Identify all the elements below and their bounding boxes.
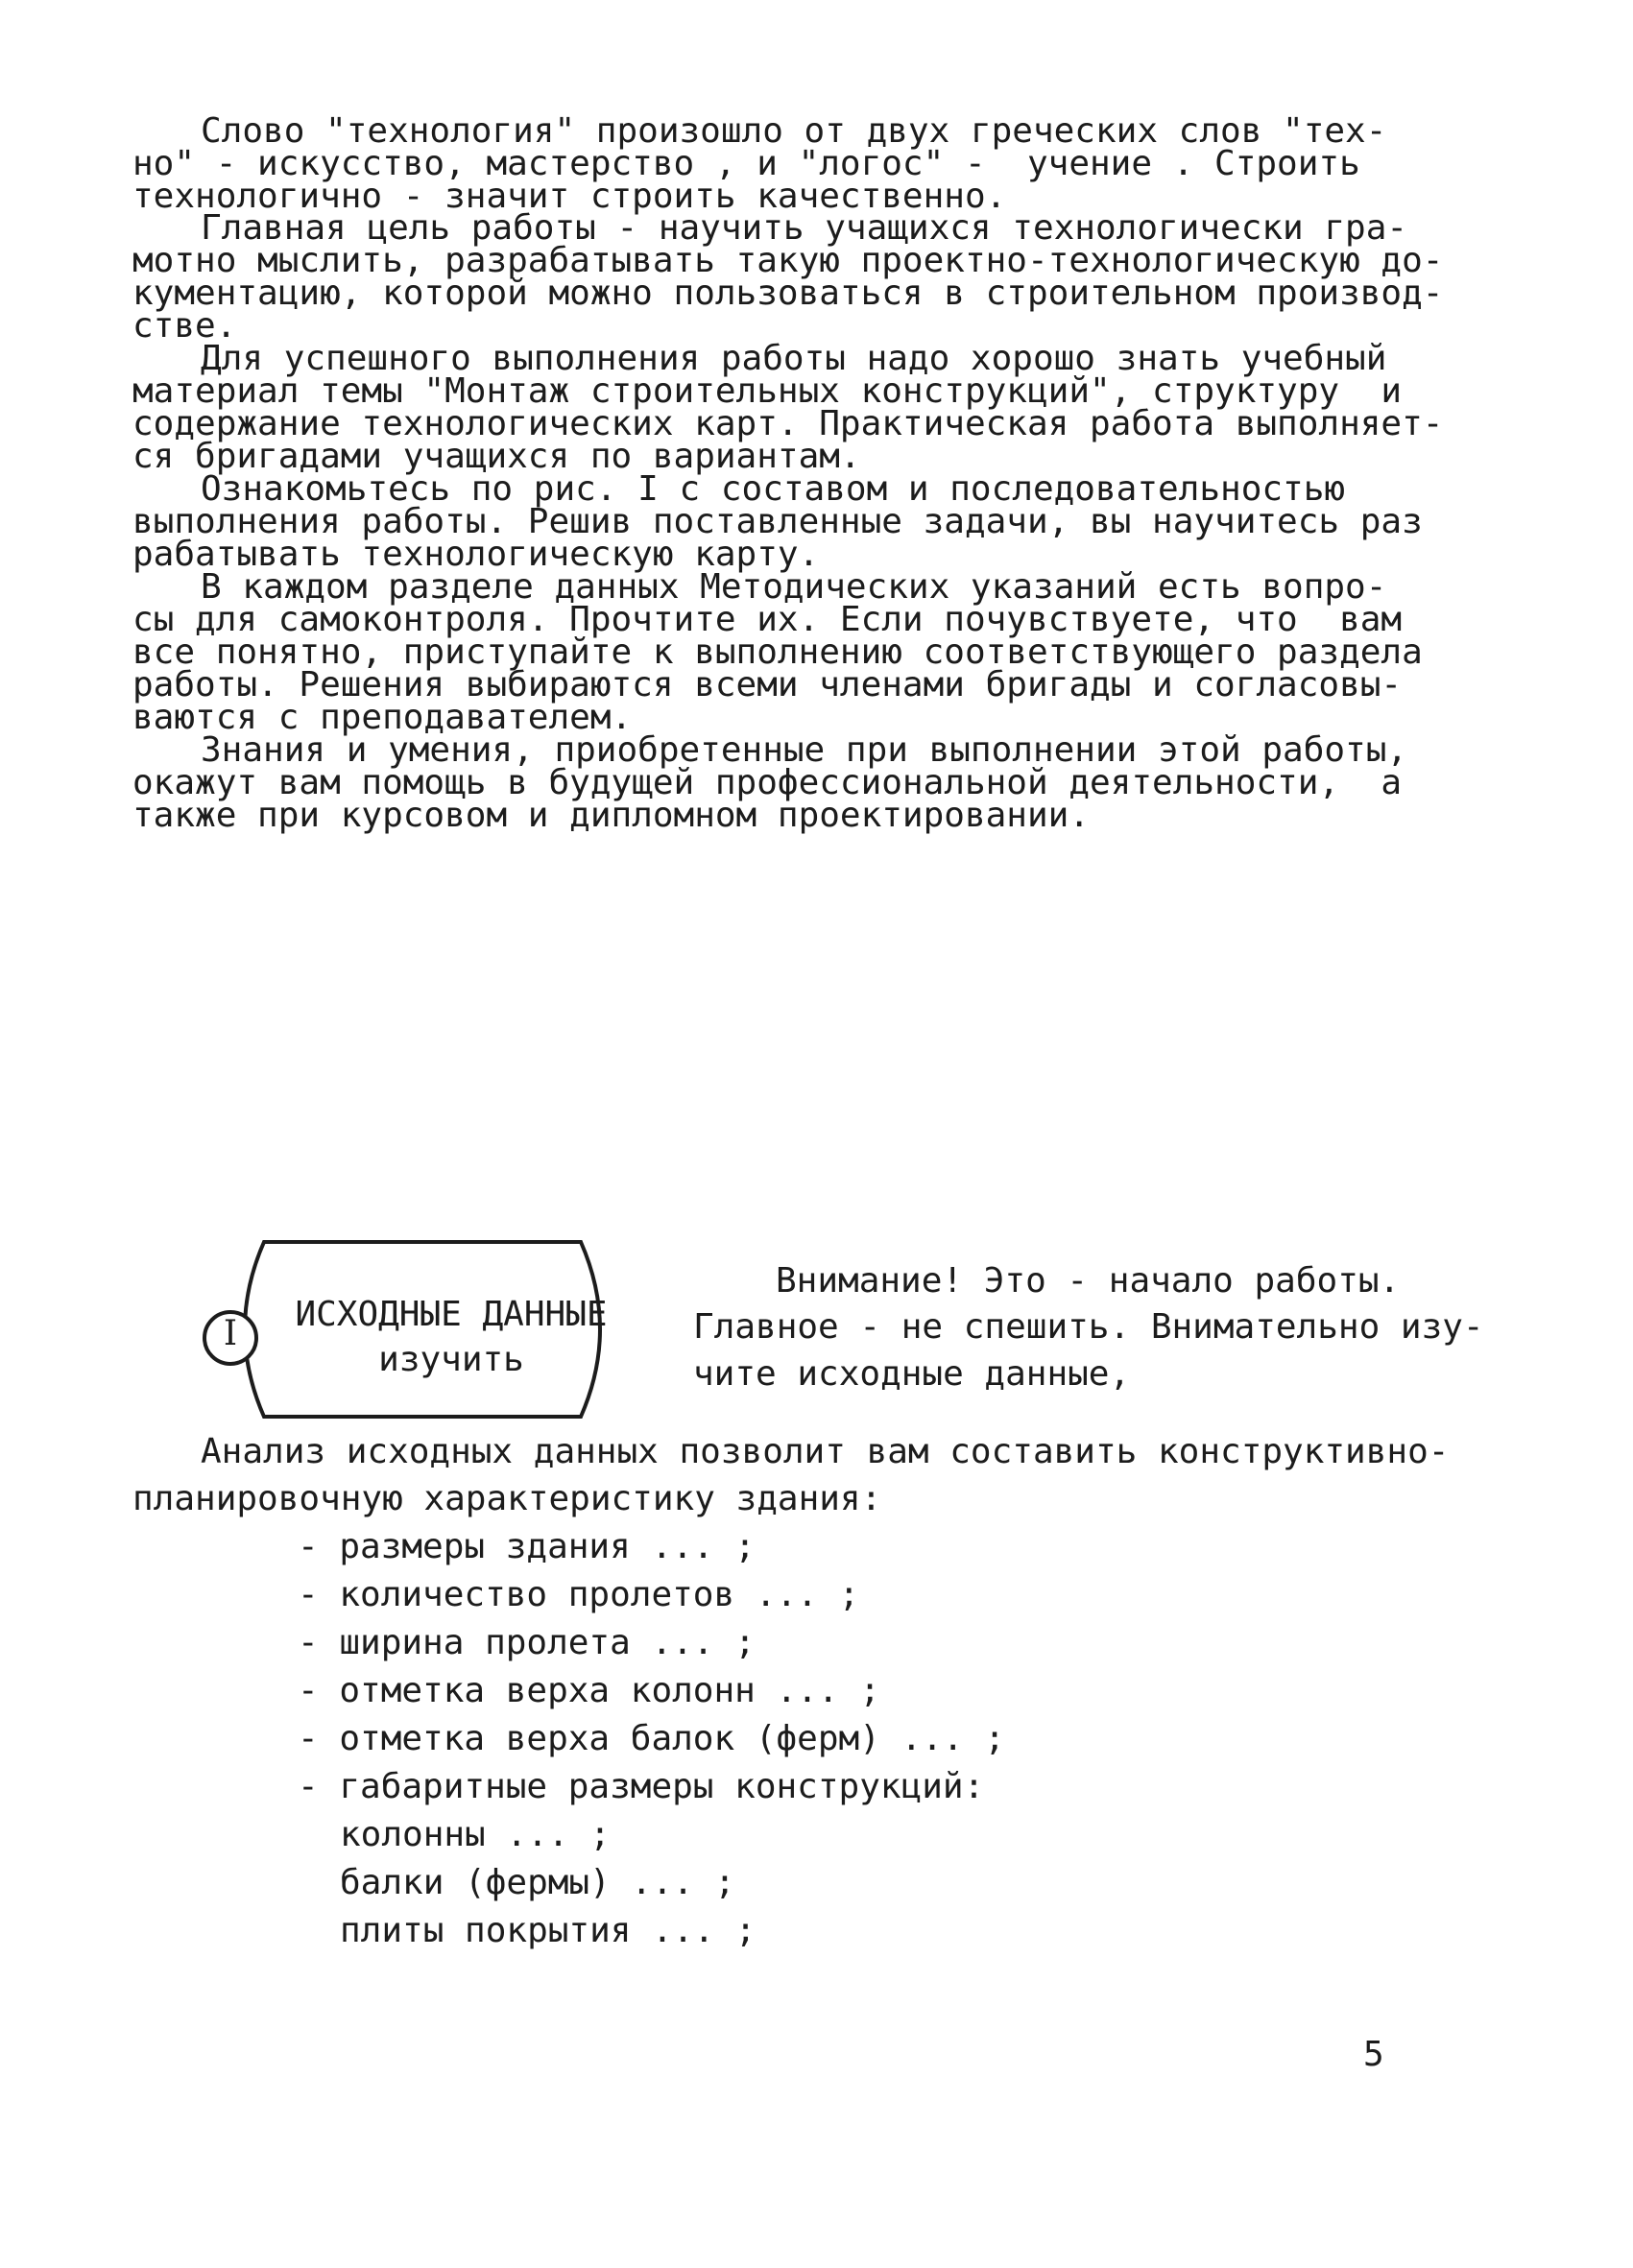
analysis-line-1: Анализ исходных данных позволит вам составить конструктивно- (201, 1432, 1450, 1471)
list-item: - размеры здания ... ; (298, 1527, 756, 1566)
paragraph-5-line-2: сы для самоконтроля. Прочтите их. Если почувствуете, что вам (132, 600, 1403, 639)
paragraph-5-line-3: все понятно, приступайте к выполнению соответствующего раздела (132, 633, 1423, 672)
page-number: 5 (1363, 2035, 1384, 2074)
paragraph-2-line-2: мотно мыслить, разрабатывать такую проектно-технологическую до- (132, 241, 1444, 280)
paragraph-5-line-5: ваются с преподавателем. (132, 698, 633, 737)
paragraph-3-line-4: ся бригадами учащихся по вариантам. (132, 437, 861, 476)
paragraph-6-line-1: Знания и умения, приобретенные при выполнении этой работы, (201, 730, 1408, 770)
callout-title: ИСХОДНЫЕ ДАННЫЕ (295, 1295, 608, 1334)
analysis-line-2: планировочную характеристику здания: (132, 1479, 882, 1518)
paragraph-6-line-2: окажут вам помощь в будущей профессиональной деятельности, а (132, 763, 1403, 802)
paragraph-3-line-3: содержание технологических карт. Практическая работа выполняет- (132, 404, 1444, 443)
paragraph-3-line-2: материал темы "Монтаж строительных конструкций", структуру и (132, 371, 1403, 411)
callout-note-line-2: Главное - не спешить. Внимательно изу- (693, 1307, 1484, 1347)
callout-note-line-1: Внимание! Это - начало работы. (776, 1261, 1401, 1301)
list-item: - отметка верха балок (ферм) ... ; (298, 1719, 1005, 1758)
paragraph-1-line-2: но" - искусство, мастерство , и "логос" - учение . Строить (132, 144, 1360, 183)
paragraph-4-line-3: рабатывать технологическую карту. (132, 535, 820, 574)
paragraph-4-line-2: выполнения работы. Решив поставленные задачи, вы научитесь раз (132, 502, 1423, 541)
paragraph-2-line-4: стве. (132, 306, 237, 346)
list-item: - габаритные размеры конструкций: (298, 1767, 985, 1806)
step-number: I (223, 1314, 238, 1353)
list-item: - отметка верха колонн ... ; (298, 1671, 880, 1710)
paragraph-1-line-3: технологично - значит строить качественно. (132, 177, 1007, 216)
paragraph-5-line-1: В каждом разделе данных Методических указаний есть вопро- (201, 567, 1387, 607)
list-item: - ширина пролета ... ; (298, 1623, 756, 1662)
sublist-item: балки (фермы) ... ; (340, 1863, 735, 1902)
paragraph-1-line-1: Слово "технология" произошло от двух греческих слов "тех- (201, 111, 1387, 151)
paragraph-2-line-3: кументацию, которой можно пользоваться в строительном производ- (132, 274, 1444, 313)
sublist-item: плиты покрытия ... ; (340, 1911, 756, 1950)
callout-subtitle: изучить (378, 1340, 524, 1379)
sublist-item: колонны ... ; (340, 1815, 611, 1854)
paragraph-3-line-1: Для успешного выполнения работы надо хорошо знать учебный (201, 339, 1387, 378)
list-item: - количество пролетов ... ; (298, 1575, 860, 1614)
paragraph-4-line-1: Ознакомьтесь по рис. I с составом и последовательностью (201, 469, 1346, 509)
paragraph-2-line-1: Главная цель работы - научить учащихся технологически гра- (201, 208, 1408, 248)
paragraph-6-line-3: также при курсовом и дипломном проектировании. (132, 796, 1090, 835)
callout-note-line-3: чите исходные данные, (693, 1354, 1131, 1394)
paragraph-5-line-4: работы. Решения выбираются всеми членами бригады и согласовы- (132, 665, 1403, 704)
